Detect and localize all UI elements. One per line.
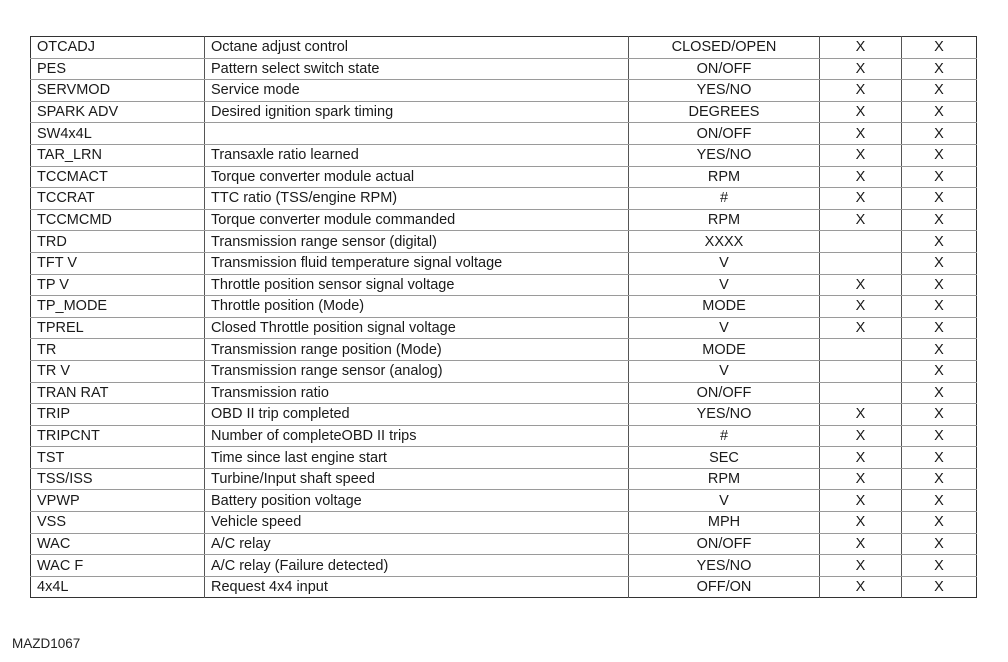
description-cell: Torque converter module commanded [205, 209, 629, 231]
table-row [31, 274, 977, 296]
mark-cell-b: X [902, 274, 977, 296]
unit-cell: V [629, 317, 820, 339]
unit-cell: CLOSED/OPEN [629, 37, 820, 59]
table-row [31, 576, 977, 598]
table-row [31, 166, 977, 188]
description-cell: Octane adjust control [205, 37, 629, 59]
description-cell: Transmission fluid temperature signal voltage [205, 252, 629, 274]
table-row [31, 425, 977, 447]
description-cell: A/C relay (Failure detected) [205, 555, 629, 577]
table-row [31, 80, 977, 102]
unit-cell: V [629, 252, 820, 274]
description-cell: Transmission range sensor (digital) [205, 231, 629, 253]
unit-cell: DEGREES [629, 101, 820, 123]
unit-cell: RPM [629, 166, 820, 188]
mark-cell-b: X [902, 512, 977, 534]
pid-cell: TCCMACT [31, 166, 205, 188]
description-cell: A/C relay [205, 533, 629, 555]
mark-cell-b: X [902, 360, 977, 382]
mark-cell-a: X [820, 468, 902, 490]
unit-cell: MPH [629, 512, 820, 534]
table-row [31, 209, 977, 231]
unit-cell: ON/OFF [629, 382, 820, 404]
mark-cell-b: X [902, 144, 977, 166]
mark-cell-a: X [820, 123, 902, 145]
mark-cell-a: X [820, 274, 902, 296]
mark-cell-b: X [902, 490, 977, 512]
unit-cell: RPM [629, 209, 820, 231]
unit-cell: ON/OFF [629, 58, 820, 80]
pid-cell: 4x4L [31, 576, 205, 598]
pid-cell: TRIP [31, 404, 205, 426]
table-row [31, 360, 977, 382]
mark-cell-b: X [902, 209, 977, 231]
mark-cell-a: X [820, 188, 902, 210]
mark-cell-a [820, 252, 902, 274]
mark-cell-a: X [820, 296, 902, 318]
unit-cell: YES/NO [629, 555, 820, 577]
mark-cell-b: X [902, 317, 977, 339]
description-cell: Pattern select switch state [205, 58, 629, 80]
mark-cell-b: X [902, 382, 977, 404]
pid-cell: TAR_LRN [31, 144, 205, 166]
pid-cell: TST [31, 447, 205, 469]
mark-cell-a: X [820, 404, 902, 426]
mark-cell-a: X [820, 425, 902, 447]
mark-cell-b: X [902, 555, 977, 577]
pid-cell: OTCADJ [31, 37, 205, 59]
table-row [31, 490, 977, 512]
figure-id: MAZD1067 [12, 636, 81, 651]
pid-cell: SPARK ADV [31, 101, 205, 123]
pid-cell: TCCRAT [31, 188, 205, 210]
table-row [31, 512, 977, 534]
mark-cell-a: X [820, 490, 902, 512]
unit-cell: MODE [629, 296, 820, 318]
mark-cell-b: X [902, 166, 977, 188]
description-cell: Transmission range sensor (analog) [205, 360, 629, 382]
pid-cell: WAC F [31, 555, 205, 577]
mark-cell-a: X [820, 533, 902, 555]
mark-cell-b: X [902, 404, 977, 426]
mark-cell-a [820, 360, 902, 382]
pid-cell: TRAN RAT [31, 382, 205, 404]
pid-cell: SERVMOD [31, 80, 205, 102]
unit-cell: V [629, 360, 820, 382]
table-row [31, 101, 977, 123]
mark-cell-b: X [902, 468, 977, 490]
unit-cell: # [629, 425, 820, 447]
pid-cell: WAC [31, 533, 205, 555]
description-cell: Turbine/Input shaft speed [205, 468, 629, 490]
description-cell: Transaxle ratio learned [205, 144, 629, 166]
table-row [31, 468, 977, 490]
mark-cell-b: X [902, 123, 977, 145]
pid-cell: TR V [31, 360, 205, 382]
table-row [31, 404, 977, 426]
mark-cell-b: X [902, 188, 977, 210]
description-cell: Throttle position (Mode) [205, 296, 629, 318]
unit-cell: V [629, 490, 820, 512]
pid-table [30, 36, 977, 598]
table-row [31, 447, 977, 469]
mark-cell-b: X [902, 58, 977, 80]
mark-cell-a [820, 231, 902, 253]
mark-cell-a: X [820, 80, 902, 102]
pid-table-body [31, 37, 977, 598]
unit-cell: ON/OFF [629, 533, 820, 555]
table-row [31, 231, 977, 253]
mark-cell-b: X [902, 296, 977, 318]
pid-cell: TRIPCNT [31, 425, 205, 447]
pid-cell: TCCMCMD [31, 209, 205, 231]
mark-cell-a [820, 339, 902, 361]
unit-cell: # [629, 188, 820, 210]
mark-cell-a: X [820, 101, 902, 123]
mark-cell-a: X [820, 209, 902, 231]
mark-cell-a: X [820, 144, 902, 166]
pid-cell: VPWP [31, 490, 205, 512]
pid-cell: TP V [31, 274, 205, 296]
mark-cell-b: X [934, 579, 944, 596]
mark-cell-b: X [902, 425, 977, 447]
description-cell: Transmission range position (Mode) [205, 339, 629, 361]
table-row [31, 252, 977, 274]
mark-cell-b: X [902, 533, 977, 555]
description-cell: Desired ignition spark timing [205, 101, 629, 123]
pid-cell: TSS/ISS [31, 468, 205, 490]
mark-cell-b: X [902, 339, 977, 361]
mark-cell-b: X [902, 231, 977, 253]
mark-cell-a: X [820, 555, 902, 577]
description-cell: TTC ratio (TSS/engine RPM) [205, 188, 629, 210]
pid-cell: SW4x4L [31, 123, 205, 145]
pid-cell: TP_MODE [31, 296, 205, 318]
mark-cell-b: X [902, 37, 977, 59]
pid-cell: VSS [31, 512, 205, 534]
mark-cell-a: X [820, 58, 902, 80]
unit-cell: RPM [629, 468, 820, 490]
table-row [31, 123, 977, 145]
unit-cell: YES/NO [629, 144, 820, 166]
table-row [31, 339, 977, 361]
unit-cell: YES/NO [629, 80, 820, 102]
table-row [31, 533, 977, 555]
description-cell: Throttle position sensor signal voltage [205, 274, 629, 296]
description-cell: OBD II trip completed [205, 404, 629, 426]
table-row [31, 317, 977, 339]
description-cell: Number of completeOBD II trips [205, 425, 629, 447]
pid-cell: TRD [31, 231, 205, 253]
mark-cell-b: X [902, 101, 977, 123]
mark-cell-a: X [820, 447, 902, 469]
description-cell: Closed Throttle position signal voltage [205, 317, 629, 339]
unit-cell: OFF/ON [629, 576, 820, 598]
unit-cell: MODE [629, 339, 820, 361]
pid-cell: TR [31, 339, 205, 361]
mark-cell-b: X [902, 447, 977, 469]
description-cell: Service mode [205, 80, 629, 102]
mark-cell-a: X [820, 576, 902, 598]
mark-cell-b: X [902, 252, 977, 274]
mark-cell-a: X [820, 166, 902, 188]
description-cell: Request 4x4 input [205, 576, 629, 598]
table-row [31, 296, 977, 318]
table-row [31, 382, 977, 404]
unit-cell: SEC [629, 447, 820, 469]
pid-cell: TFT V [31, 252, 205, 274]
unit-cell: ON/OFF [629, 123, 820, 145]
description-cell: Battery position voltage [205, 490, 629, 512]
pid-cell: TPREL [31, 317, 205, 339]
table-row [31, 58, 977, 80]
mark-cell-a: X [820, 317, 902, 339]
description-cell [205, 123, 629, 145]
mark-cell-a: X [820, 512, 902, 534]
table-row [31, 144, 977, 166]
pid-cell: PES [31, 58, 205, 80]
description-cell: Time since last engine start [205, 447, 629, 469]
table-row [31, 555, 977, 577]
unit-cell: XXXX [629, 231, 820, 253]
description-cell: Vehicle speed [205, 512, 629, 534]
mark-cell-a [820, 382, 902, 404]
unit-cell: V [629, 274, 820, 296]
description-cell: Torque converter module actual [205, 166, 629, 188]
mark-cell-a: X [820, 37, 902, 59]
description-cell: Transmission ratio [205, 382, 629, 404]
mark-cell-b: X [902, 80, 977, 102]
table-row [31, 37, 977, 59]
table-row [31, 188, 977, 210]
unit-cell: YES/NO [629, 404, 820, 426]
